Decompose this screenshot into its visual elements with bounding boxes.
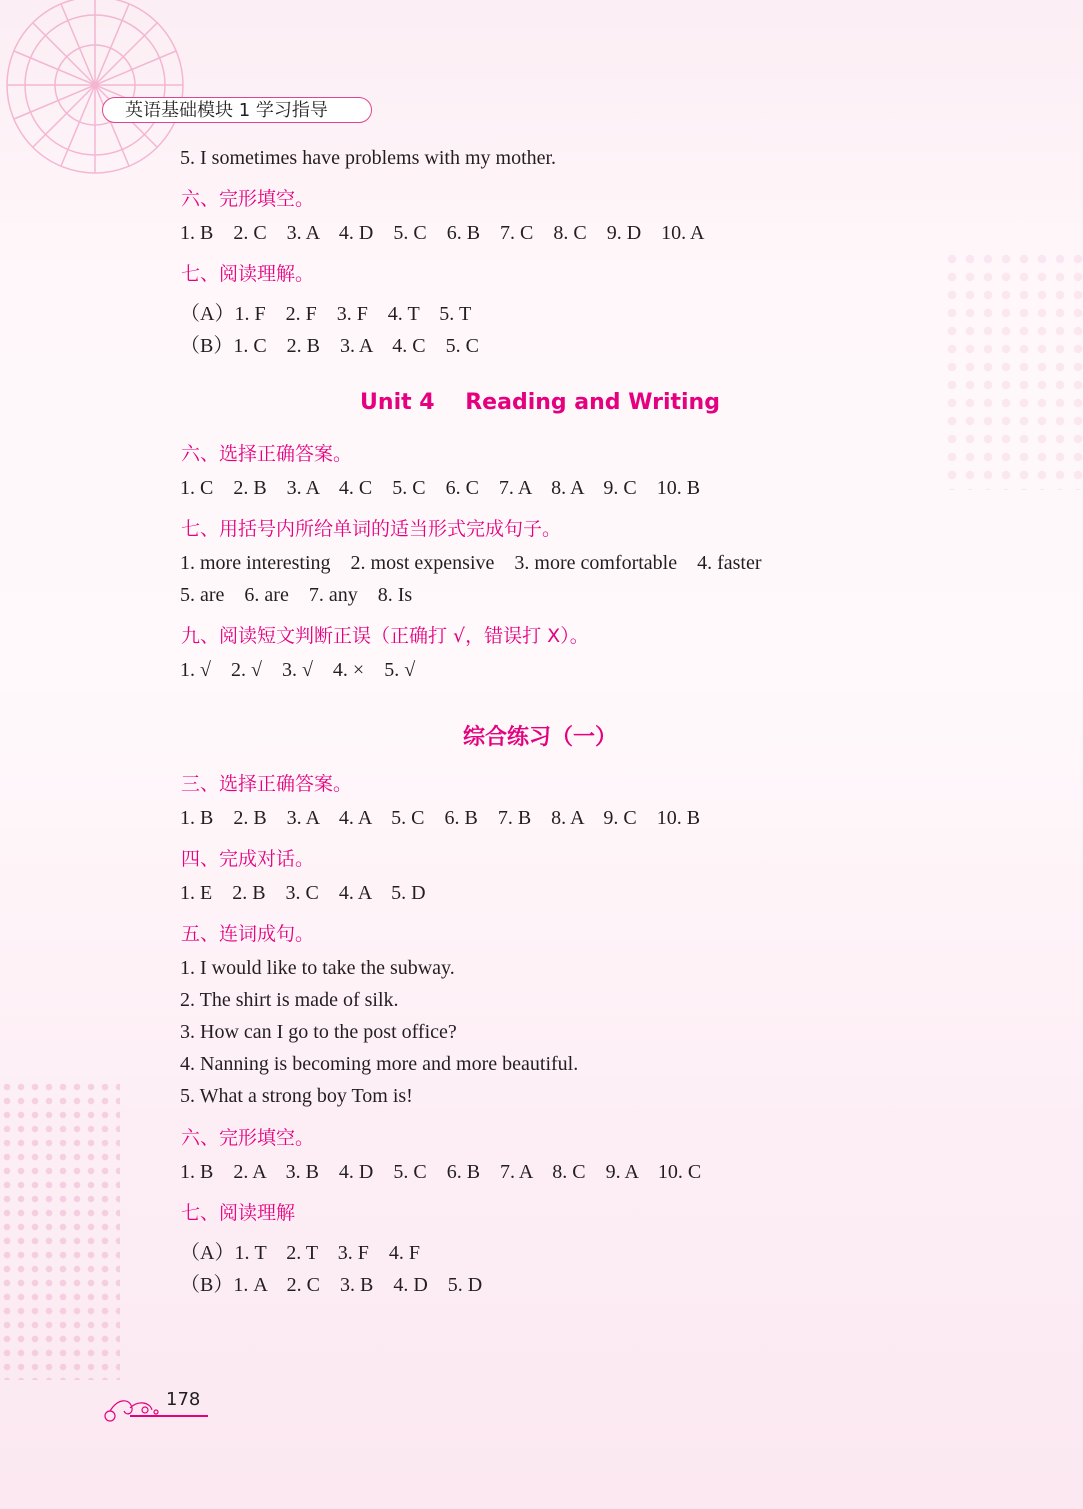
section-heading: 九、阅读短文判断正误（正确打 √，错误打 X）。 [181,625,589,647]
dot-pattern-right [943,250,1083,490]
swirl-icon [100,1390,164,1426]
answer-line: （B）1. C 2. B 3. A 4. C 5. C [180,335,479,357]
answer-line: 1. B 2. B 3. A 4. A 5. C 6. B 7. B 8. A 9. C 10. B [180,807,701,829]
section-heading: 六、选择正确答案。 [181,443,353,465]
answer-line: 1. B 2. C 3. A 4. D 5. C 6. B 7. C 8. C 9. D 10. A [180,222,705,244]
answer-line: 1. E 2. B 3. C 4. A 5. D [180,882,426,904]
answer-line: 1. C 2. B 3. A 4. C 5. C 6. C 7. A 8. A 9. C 10. B [180,477,701,499]
section-heading: 六、完形填空。 [181,1127,315,1149]
answer-line: 5. are 6. are 7. any 8. Is [180,584,413,606]
answer-line: 1. B 2. A 3. B 4. D 5. C 6. B 7. A 8. C 9. A 10. C [180,1161,702,1183]
answer-line: 5. What a strong boy Tom is! [180,1085,413,1107]
page-number: 178 [166,1389,201,1410]
page-number-underline [130,1415,208,1417]
section-heading: 四、完成对话。 [181,848,315,870]
section-heading: 五、连词成句。 [181,923,315,945]
unit-title: 综合练习（一） [462,725,617,750]
section-heading: 七、用括号内所给单词的适当形式完成句子。 [181,518,562,540]
unit-title: Unit 4 Reading and Writing [360,390,720,415]
section-heading: 六、完形填空。 [181,188,315,210]
answer-line: 3. How can I go to the post office? [180,1021,457,1043]
answer-line: 5. I sometimes have problems with my mother. [180,147,557,169]
section-heading: 七、阅读理解。 [181,263,315,285]
answer-line: 2. The shirt is made of silk. [180,989,399,1011]
answer-line: 1. I would like to take the subway. [180,957,455,979]
book-title-header: 英语基础模块 1 学习指导 [102,97,372,123]
dot-pattern-left [0,1080,120,1380]
answer-line: （A）1. F 2. F 3. F 4. T 5. T [180,303,472,325]
section-heading: 七、阅读理解 [181,1202,296,1224]
section-heading: 三、选择正确答案。 [181,773,353,795]
answer-line: 1. √ 2. √ 3. √ 4. × 5. √ [180,659,416,681]
answer-line: （B）1. A 2. C 3. B 4. D 5. D [180,1274,483,1296]
answer-line: 1. more interesting 2. most expensive 3. more comfortable 4. faster [180,552,762,574]
answer-line: （A）1. T 2. T 3. F 4. F [180,1242,421,1264]
answer-line: 4. Nanning is becoming more and more beautiful. [180,1053,579,1075]
